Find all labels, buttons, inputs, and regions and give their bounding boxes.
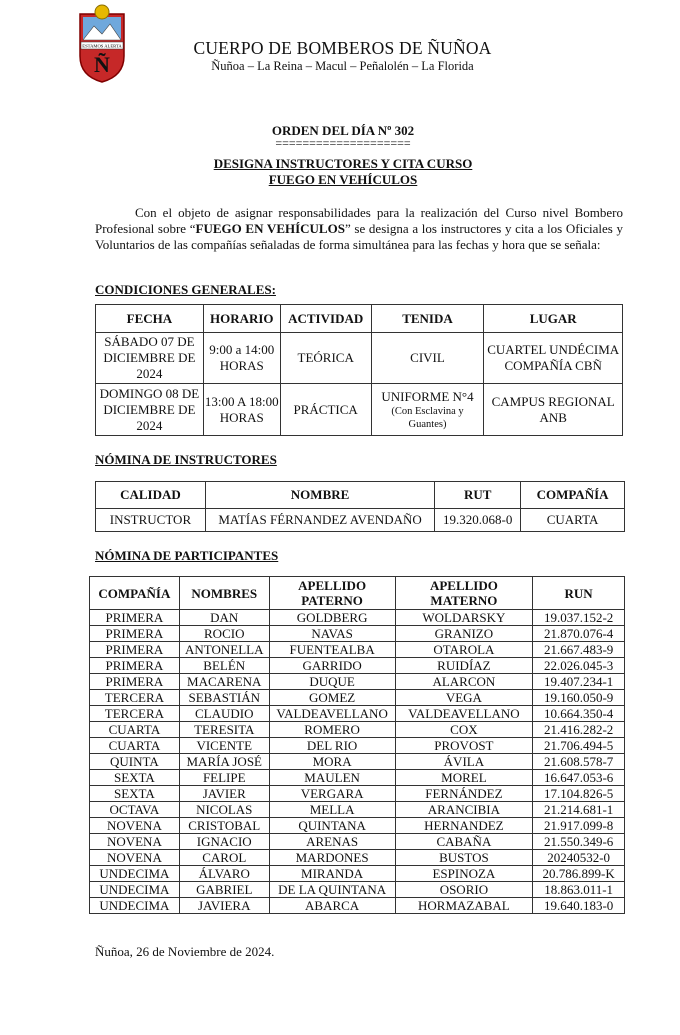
run-cell: 18.863.011-1 [533, 882, 625, 898]
company-cell: PRIMERA [90, 642, 180, 658]
first-name-cell: ROCIO [179, 626, 269, 642]
maternal-surname-cell: HERNANDEZ [395, 818, 533, 834]
table-header-row [90, 577, 625, 610]
company-cell: PRIMERA [90, 626, 180, 642]
run-cell: 16.647.053-6 [533, 770, 625, 786]
paternal-surname-cell: FUENTEALBA [269, 642, 395, 658]
activity-cell: PRÁCTICA [280, 384, 371, 436]
first-name-cell: JAVIERA [179, 898, 269, 914]
table-row [90, 818, 625, 834]
column-header: CALIDAD [96, 482, 206, 509]
table-row [90, 866, 625, 882]
fire-department-crest [74, 4, 130, 84]
table-row [90, 738, 625, 754]
first-name-cell: TERESITA [179, 722, 269, 738]
maternal-surname-cell: COX [395, 722, 533, 738]
paternal-surname-cell: MELLA [269, 802, 395, 818]
run-cell: 21.416.282-2 [533, 722, 625, 738]
paternal-surname-cell: VALDEAVELLANO [269, 706, 395, 722]
paternal-surname-cell: GARRIDO [269, 658, 395, 674]
paternal-surname-cell: ABARCA [269, 898, 395, 914]
column-header: APELLIDO MATERNO [395, 577, 533, 610]
first-name-cell: NICOLAS [179, 802, 269, 818]
run-cell: 21.667.483-9 [533, 642, 625, 658]
uniform-cell: UNIFORME N°4 (Con Esclavina y Guantes) [371, 384, 484, 436]
uniform-note: (Con Esclavina y Guantes) [391, 405, 464, 430]
table-row [90, 786, 625, 802]
organization-communes: Ñuñoa – La Reina – Macul – Peñalolén – La Florida [211, 59, 474, 73]
paternal-surname-cell: MARDONES [269, 850, 395, 866]
paternal-surname-cell: DE LA QUINTANA [269, 882, 395, 898]
table-row [90, 626, 625, 642]
maternal-surname-cell: OSORIO [395, 882, 533, 898]
run-cell: 20.786.899-K [533, 866, 625, 882]
company-cell: NOVENA [90, 818, 180, 834]
maternal-surname-cell: HORMAZABAL [395, 898, 533, 914]
column-header: HORARIO [203, 305, 280, 333]
run-cell: 21.917.099-8 [533, 818, 625, 834]
table-row [90, 642, 625, 658]
maternal-surname-cell: PROVOST [395, 738, 533, 754]
table-row [90, 610, 625, 626]
run-cell: 21.870.076-4 [533, 626, 625, 642]
first-name-cell: MARÍA JOSÉ [179, 754, 269, 770]
svg-text:ESTAMOS ALERTA: ESTAMOS ALERTA [82, 43, 122, 49]
paternal-surname-cell: MIRANDA [269, 866, 395, 882]
paternal-surname-cell: QUINTANA [269, 818, 395, 834]
company-cell: UNDECIMA [90, 882, 180, 898]
company-cell: OCTAVA [90, 802, 180, 818]
maternal-surname-cell: GRANIZO [395, 626, 533, 642]
company-cell: SEXTA [90, 786, 180, 802]
company-cell: CUARTA [90, 738, 180, 754]
column-header: LUGAR [484, 305, 623, 333]
maternal-surname-cell: OTAROLA [395, 642, 533, 658]
paternal-surname-cell: MAULEN [269, 770, 395, 786]
column-header: RUN [533, 577, 625, 610]
first-name-cell: CAROL [179, 850, 269, 866]
paternal-surname-cell: DEL RIO [269, 738, 395, 754]
conditions-table [95, 304, 623, 436]
location-cell: CAMPUS REGIONAL ANB [484, 384, 623, 436]
company-cell: PRIMERA [90, 658, 180, 674]
paternal-surname-cell: VERGARA [269, 786, 395, 802]
table-row [90, 754, 625, 770]
instructors-table [95, 481, 625, 532]
maternal-surname-cell: VALDEAVELLANO [395, 706, 533, 722]
company-cell: TERCERA [90, 706, 180, 722]
maternal-surname-cell: ALARCON [395, 674, 533, 690]
company-cell: NOVENA [90, 834, 180, 850]
first-name-cell: CRISTOBAL [179, 818, 269, 834]
table-row [90, 898, 625, 914]
table-header-row [96, 305, 623, 333]
company-cell: NOVENA [90, 850, 180, 866]
place-date: Ñuñoa, 26 de Noviembre de 2024. [95, 944, 275, 959]
date-cell: DOMINGO 08 DE DICIEMBRE DE 2024 [96, 384, 204, 436]
company-cell: CUARTA [521, 509, 625, 532]
first-name-cell: CLAUDIO [179, 706, 269, 722]
paternal-surname-cell: ROMERO [269, 722, 395, 738]
instructors-heading: NÓMINA DE INSTRUCTORES [95, 452, 277, 467]
company-cell: UNDECIMA [90, 898, 180, 914]
paternal-surname-cell: GOLDBERG [269, 610, 395, 626]
column-header: TENIDA [371, 305, 484, 333]
maternal-surname-cell: BUSTOS [395, 850, 533, 866]
organization-title: CUERPO DE BOMBEROS DE ÑUÑOA [193, 38, 492, 58]
company-cell: UNDECIMA [90, 866, 180, 882]
table-row [90, 690, 625, 706]
paternal-surname-cell: NAVAS [269, 626, 395, 642]
paternal-surname-cell: MORA [269, 754, 395, 770]
run-cell: 20240532-0 [533, 850, 625, 866]
table-row [90, 722, 625, 738]
run-cell: 10.664.350-4 [533, 706, 625, 722]
table-row [90, 770, 625, 786]
table-header-row [96, 482, 625, 509]
column-header: RUT [435, 482, 521, 509]
table-row [90, 882, 625, 898]
maternal-surname-cell: ARANCIBIA [395, 802, 533, 818]
participants-table [89, 576, 625, 914]
maternal-surname-cell: RUIDÍAZ [395, 658, 533, 674]
table-row [90, 658, 625, 674]
table-row [96, 509, 625, 532]
order-number: ORDEN DEL DÍA Nº 302 [271, 123, 415, 138]
run-cell: 22.026.045-3 [533, 658, 625, 674]
maternal-surname-cell: FERNÁNDEZ [395, 786, 533, 802]
paternal-surname-cell: ARENAS [269, 834, 395, 850]
column-header: FECHA [96, 305, 204, 333]
company-cell: PRIMERA [90, 674, 180, 690]
paternal-surname-cell: GOMEZ [269, 690, 395, 706]
table-row [96, 333, 623, 384]
schedule-cell: 13:00 A 18:00 HORAS [203, 384, 280, 436]
first-name-cell: IGNACIO [179, 834, 269, 850]
column-header: COMPAÑÍA [521, 482, 625, 509]
first-name-cell: FELIPE [179, 770, 269, 786]
first-name-cell: BELÉN [179, 658, 269, 674]
table-row [90, 674, 625, 690]
uniform-cell: CIVIL [371, 333, 484, 384]
activity-cell: TEÓRICA [280, 333, 371, 384]
table-row [90, 802, 625, 818]
intro-paragraph: Con el objeto de asignar responsabilidades para la realización del Curso nivel Bombero Profesional sobre “FUEGO EN VEHÍCULOS” se designa a los instructores y cita a los Oficiales y Voluntarios de las compañías señaladas de forma simultánea para las fechas y hora que se señala: [95, 205, 623, 252]
column-header: APELLIDO PATERNO [269, 577, 395, 610]
maternal-surname-cell: MOREL [395, 770, 533, 786]
column-header: COMPAÑÍA [90, 577, 180, 610]
column-header: ACTIVIDAD [280, 305, 371, 333]
table-row [90, 850, 625, 866]
run-cell: 19.160.050-9 [533, 690, 625, 706]
participants-heading: NÓMINA DE PARTICIPANTES [95, 548, 279, 563]
company-cell: CUARTA [90, 722, 180, 738]
table-row [96, 384, 623, 436]
run-cell: 21.608.578-7 [533, 754, 625, 770]
first-name-cell: ANTONELLA [179, 642, 269, 658]
role-cell: INSTRUCTOR [96, 509, 206, 532]
run-cell: 19.640.183-0 [533, 898, 625, 914]
order-title-line2: FUEGO EN VEHÍCULOS [268, 172, 418, 187]
run-cell: 17.104.826-5 [533, 786, 625, 802]
maternal-surname-cell: VEGA [395, 690, 533, 706]
table-row [90, 834, 625, 850]
name-cell: MATÍAS FÉRNANDEZ AVENDAÑO [205, 509, 434, 532]
first-name-cell: MACARENA [179, 674, 269, 690]
svg-text:Ñ: Ñ [94, 52, 110, 77]
maternal-surname-cell: CABAÑA [395, 834, 533, 850]
first-name-cell: SEBASTIÁN [179, 690, 269, 706]
run-cell: 19.037.152-2 [533, 610, 625, 626]
column-header: NOMBRE [205, 482, 434, 509]
maternal-surname-cell: WOLDARSKY [395, 610, 533, 626]
order-separator: ==================== [275, 136, 411, 150]
location-cell: CUARTEL UNDÉCIMA COMPAÑÍA CBÑ [484, 333, 623, 384]
maternal-surname-cell: ESPINOZA [395, 866, 533, 882]
first-name-cell: DAN [179, 610, 269, 626]
company-cell: QUINTA [90, 754, 180, 770]
table-row [90, 706, 625, 722]
first-name-cell: GABRIEL [179, 882, 269, 898]
company-cell: SEXTA [90, 770, 180, 786]
column-header: NOMBRES [179, 577, 269, 610]
run-cell: 21.550.349-6 [533, 834, 625, 850]
first-name-cell: VICENTE [179, 738, 269, 754]
run-cell: 21.214.681-1 [533, 802, 625, 818]
schedule-cell: 9:00 a 14:00 HORAS [203, 333, 280, 384]
maternal-surname-cell: ÁVILA [395, 754, 533, 770]
order-title-line1: DESIGNA INSTRUCTORES Y CITA CURSO [213, 156, 473, 171]
date-cell: SÁBADO 07 DE DICIEMBRE DE 2024 [96, 333, 204, 384]
paternal-surname-cell: DUQUE [269, 674, 395, 690]
run-cell: 21.706.494-5 [533, 738, 625, 754]
conditions-heading: CONDICIONES GENERALES: [95, 282, 276, 297]
company-cell: TERCERA [90, 690, 180, 706]
rut-cell: 19.320.068-0 [435, 509, 521, 532]
first-name-cell: JAVIER [179, 786, 269, 802]
company-cell: PRIMERA [90, 610, 180, 626]
run-cell: 19.407.234-1 [533, 674, 625, 690]
first-name-cell: ÁLVARO [179, 866, 269, 882]
course-name: FUEGO EN VEHÍCULOS [195, 221, 345, 236]
participants-body [90, 610, 625, 914]
